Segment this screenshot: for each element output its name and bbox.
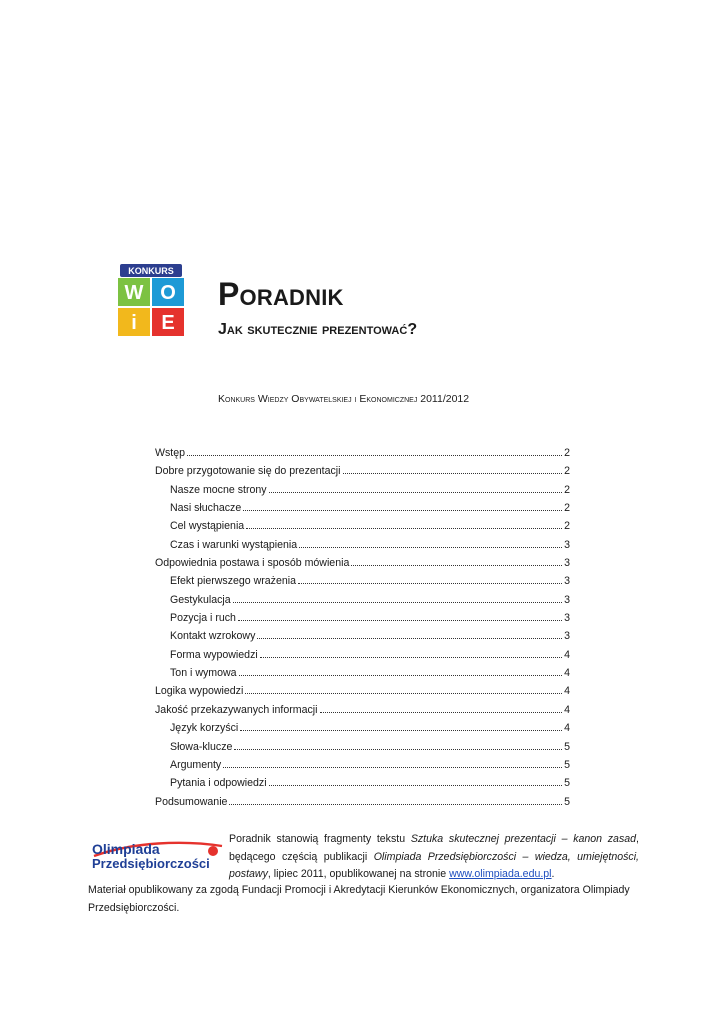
toc-entry[interactable] bbox=[155, 591, 570, 609]
toc-entry[interactable] bbox=[155, 499, 570, 517]
toc-dot-leader bbox=[240, 730, 562, 731]
logo-letter-o: O bbox=[160, 282, 176, 304]
toc-entry-page: 5 bbox=[564, 795, 570, 808]
website-link[interactable]: www.olimpiada.edu.pl bbox=[449, 868, 552, 880]
toc-entry-label: Podsumowanie bbox=[155, 795, 228, 808]
toc-entry-label: Ton i wymowa bbox=[170, 667, 237, 680]
toc-dot-leader bbox=[299, 547, 562, 548]
toc-entry-page: 4 bbox=[564, 667, 570, 680]
toc-dot-leader bbox=[298, 583, 562, 584]
toc-entry-page: 4 bbox=[564, 722, 570, 735]
page-subtitle: Jak skutecznie prezentować? bbox=[218, 321, 418, 338]
note-text-4: . bbox=[551, 868, 555, 880]
toc-entry[interactable] bbox=[155, 627, 570, 645]
toc-entry-label: Pozycja i ruch bbox=[170, 612, 236, 625]
toc-entry-label: Forma wypowiedzi bbox=[170, 648, 258, 661]
toc-dot-leader bbox=[269, 785, 563, 786]
olimpiada-przedsiebiorczosci-logo bbox=[88, 836, 228, 870]
toc-entry-page: 4 bbox=[564, 703, 570, 716]
toc-entry-page: 4 bbox=[564, 648, 570, 661]
toc-entry[interactable] bbox=[155, 793, 570, 811]
toc-entry[interactable] bbox=[155, 719, 570, 737]
toc-entry-label: Argumenty bbox=[170, 758, 222, 771]
toc-entry[interactable] bbox=[155, 536, 570, 554]
note-text-2: , będącego częścią publikacji bbox=[229, 833, 639, 863]
toc-entry[interactable] bbox=[155, 462, 570, 480]
toc-entry-label: Gestykulacja bbox=[170, 593, 231, 606]
toc-entry-label: Dobre przygotowanie się do prezentacji bbox=[155, 465, 341, 478]
toc-dot-leader bbox=[187, 455, 562, 456]
toc-entry[interactable] bbox=[155, 756, 570, 774]
logo-line1: Olimpiada bbox=[92, 841, 160, 857]
toc-entry-page: 2 bbox=[564, 465, 570, 478]
toc-entry-label: Logika wypowiedzi bbox=[155, 685, 244, 698]
toc-entry-label: Odpowiednia postawa i sposób mówienia bbox=[155, 557, 350, 570]
toc-dot-leader bbox=[238, 620, 562, 621]
toc-dot-leader bbox=[233, 602, 562, 603]
logo-letter-w: W bbox=[124, 282, 144, 304]
toc-entry-page: 2 bbox=[564, 447, 570, 459]
toc-dot-leader bbox=[351, 565, 562, 566]
publication-permission-note: Materiał opublikowany za zgodą Fundacji Promocji i Akredytacji Kierunków Ekonomicznych, organizatora Olimpiady Przedsiębiorczości. bbox=[88, 884, 630, 914]
logo-letter-e: E bbox=[161, 312, 175, 334]
toc-dot-leader bbox=[246, 528, 562, 529]
toc-entry[interactable] bbox=[155, 701, 570, 719]
toc-dot-leader bbox=[223, 767, 562, 768]
toc-entry-label: Nasze mocne strony bbox=[170, 483, 267, 496]
toc-entry[interactable] bbox=[155, 444, 570, 462]
toc-entry[interactable] bbox=[155, 572, 570, 590]
contest-name: Konkurs Wiedzy Obywatelskiej i Ekonomicznej 2011/2012 bbox=[218, 393, 470, 405]
toc-entry-label: Czas i warunki wystąpienia bbox=[170, 538, 298, 551]
toc-dot-leader bbox=[245, 693, 562, 694]
toc-entry[interactable] bbox=[155, 517, 570, 535]
toc-entry[interactable] bbox=[155, 481, 570, 499]
toc-dot-leader bbox=[239, 675, 563, 676]
toc-dot-leader bbox=[229, 804, 562, 805]
toc-dot-leader bbox=[343, 473, 563, 474]
toc-entry-label: Język korzyści bbox=[170, 722, 239, 735]
toc-dot-leader bbox=[257, 638, 562, 639]
toc-entry-page: 2 bbox=[564, 483, 570, 496]
toc-entry[interactable] bbox=[155, 554, 570, 572]
note-text-1: Poradnik stanowią fragmenty tekstu bbox=[229, 833, 411, 845]
toc-dot-leader bbox=[260, 657, 562, 658]
toc-dot-leader bbox=[320, 712, 563, 713]
toc-entry-page: 2 bbox=[564, 502, 570, 515]
logo-letter-i: i bbox=[131, 312, 137, 334]
toc-entry-label: Słowa-klucze bbox=[170, 740, 233, 753]
toc-dot-leader bbox=[243, 510, 562, 511]
note-publication-title: Olimpiada Przedsiębiorczości – wiedza, umiejętności, postawy bbox=[229, 850, 639, 880]
table-of-contents bbox=[155, 444, 570, 811]
logo-line2: Przedsiębiorczości bbox=[92, 856, 210, 870]
toc-entry-page: 3 bbox=[564, 538, 570, 551]
toc-entry[interactable] bbox=[155, 774, 570, 792]
logo-dot bbox=[208, 846, 218, 856]
toc-entry[interactable] bbox=[155, 609, 570, 627]
toc-entry-page: 3 bbox=[564, 612, 570, 625]
note-book-title: Sztuka skutecznej prezentacji – kanon zasad bbox=[410, 833, 637, 845]
toc-entry-label: Cel wystąpienia bbox=[170, 520, 245, 533]
konkurs-woie-logo bbox=[116, 264, 186, 338]
toc-dot-leader bbox=[269, 492, 563, 493]
toc-entry[interactable] bbox=[155, 646, 570, 664]
toc-entry[interactable] bbox=[155, 664, 570, 682]
toc-entry-page: 2 bbox=[564, 520, 570, 533]
toc-entry-label: Efekt pierwszego wrażenia bbox=[170, 575, 297, 588]
toc-entry[interactable] bbox=[155, 682, 570, 700]
toc-entry-label: Pytania i odpowiedzi bbox=[170, 777, 267, 790]
toc-entry-page: 3 bbox=[564, 575, 570, 588]
toc-entry-page: 5 bbox=[564, 758, 570, 771]
toc-entry-label: Wstęp bbox=[155, 447, 186, 459]
note-text-3: , lipiec 2011, opublikowanej na stronie bbox=[267, 868, 450, 880]
toc-entry-page: 5 bbox=[564, 740, 570, 753]
toc-entry-label: Kontakt wzrokowy bbox=[170, 630, 256, 643]
toc-dot-leader bbox=[234, 749, 562, 750]
toc-entry-page: 4 bbox=[564, 685, 570, 698]
toc-entry[interactable] bbox=[155, 738, 570, 756]
toc-entry-page: 3 bbox=[564, 630, 570, 643]
toc-entry-label: Nasi słuchacze bbox=[170, 502, 242, 515]
toc-entry-page: 3 bbox=[564, 593, 570, 606]
toc-entry-page: 5 bbox=[564, 777, 570, 790]
logo-banner-text: KONKURS bbox=[128, 266, 174, 276]
toc-entry-page: 3 bbox=[564, 557, 570, 570]
page-title: Poradnik bbox=[218, 276, 344, 312]
toc-entry-label: Jakość przekazywanych informacji bbox=[155, 703, 318, 716]
source-note bbox=[229, 831, 639, 884]
